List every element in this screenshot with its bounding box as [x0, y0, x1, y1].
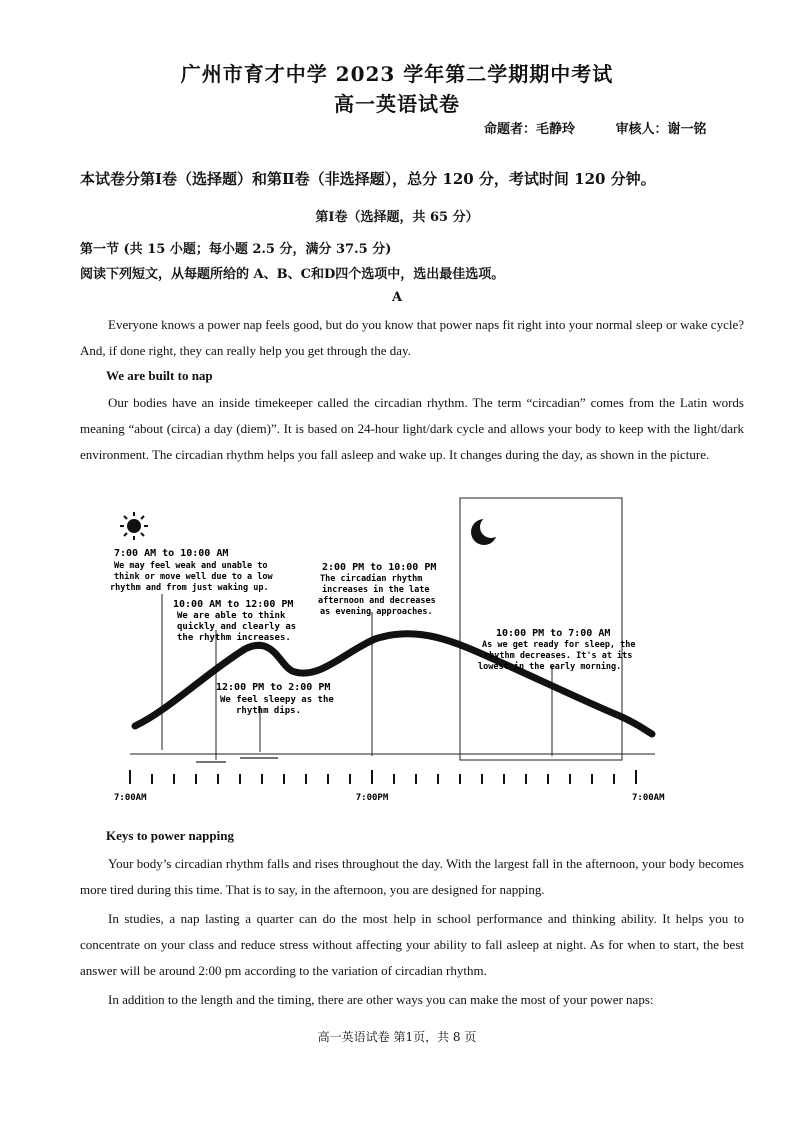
paragraph-4: In studies, a nap lasting a quarter can do the most help in school performance and thinking ability. It helps you to concentrate on your class and reduce stress without affecting your ability to fall asleep at night. As for when to start, the best answer will be around 2:00 pm according to the variation of circadian rhythm. [80, 911, 744, 978]
svg-text:quickly and clearly as: quickly and clearly as [177, 622, 297, 632]
axis-label-start: 7:00AM [114, 793, 147, 803]
svg-text:7:00 AM to 10:00 AM: 7:00 AM to 10:00 AM [114, 548, 229, 559]
svg-text:2:00 PM to 10:00 PM: 2:00 PM to 10:00 PM [322, 562, 437, 573]
time-axis-ticks [130, 770, 636, 784]
reviewer: 审核人：谢一铭 [615, 122, 707, 137]
svg-text:The circadian rhythm: The circadian rhythm [320, 574, 423, 584]
exam-subtitle: 高一英语试卷 [334, 92, 460, 116]
heading-keys-to-napping: Keys to power napping [106, 828, 234, 843]
svg-text:rhythm and from just waking up: rhythm and from just waking up. [110, 583, 269, 593]
setter: 命题者：毛静玲 [484, 122, 576, 137]
annotation-2pm-10pm [318, 562, 436, 617]
annotation-7am-10am [110, 548, 274, 593]
svg-text:We feel sleepy as the: We feel sleepy as the [220, 695, 334, 705]
svg-text:lowest in the early morning.: lowest in the early morning. [478, 662, 622, 672]
svg-text:10:00 AM to 12:00 PM: 10:00 AM to 12:00 PM [173, 599, 294, 610]
svg-text:as evening approaches.: as evening approaches. [320, 607, 433, 617]
paragraph-3: Your body’s circadian rhythm falls and rises throughout the day. With the largest fall in the afternoon, your body becomes more tired during this time. That is to say, in the afternoon, you are designed for napping. [80, 856, 744, 897]
svg-text:rhythm decreases. It's at its: rhythm decreases. It's at its [484, 651, 633, 661]
svg-text:afternoon and decreases: afternoon and decreases [318, 596, 436, 606]
exam-intro: 本试卷分第Ⅰ卷（选择题）和第Ⅱ卷（非选择题），总分 120 分，考试时间 120 分钟。 [80, 170, 656, 188]
svg-text:10:00 PM to 7:00 AM: 10:00 PM to 7:00 AM [496, 628, 611, 639]
svg-text:rhythm dips.: rhythm dips. [236, 706, 302, 716]
passage-letter: A [391, 290, 403, 305]
exam-title: 广州市育才中学 2023 学年第二学期期中考试 [180, 62, 614, 86]
moon-icon [471, 516, 502, 545]
annotation-10am-12pm [173, 599, 296, 643]
svg-text:increases in the late: increases in the late [322, 585, 430, 595]
axis-label-end: 7:00AM [632, 793, 665, 803]
page-footer: 高一英语试卷 第1页，共 8 页 [317, 1030, 477, 1044]
paragraph-2: Our bodies have an inside timekeeper called the circadian rhythm. The term “circadian” comes from the Latin words meaning “about (circa) a day (diem)”. It is based on 24-hour light/dark cycle and allows your body to keep with the light/dark environment. The circadian rhythm helps you fall asleep and wake up. It changes during the day, as shown in the picture. [80, 395, 744, 462]
sun-icon [120, 512, 148, 540]
annotation-12pm-2pm [216, 682, 334, 716]
svg-text:We are able to think: We are able to think [177, 611, 286, 621]
paragraph-5: In addition to the length and the timing, there are other ways you can make the most of your power naps: [108, 992, 654, 1007]
svg-text:think or move well due to a lo: think or move well due to a low [114, 572, 273, 582]
svg-text:We may feel weak and unable to: We may feel weak and unable to [114, 561, 268, 571]
circadian-diagram [100, 494, 680, 824]
part1-title: 第Ⅰ卷（选择题，共 65 分） [315, 210, 479, 225]
credits [484, 118, 743, 137]
svg-text:the rhythm increases.: the rhythm increases. [177, 633, 291, 643]
axis-label-mid: 7:00PM [355, 793, 389, 803]
svg-text:As we get ready for sleep, the: As we get ready for sleep, the [482, 640, 636, 650]
svg-text:12:00 PM to 2:00 PM: 12:00 PM to 2:00 PM [216, 682, 331, 693]
section1-heading: 第一节 (共 15 小题；每小题 2.5 分，满分 37.5 分) [80, 242, 392, 257]
heading-built-to-nap: We are built to nap [106, 368, 213, 383]
annotation-10pm-7am [478, 628, 636, 672]
instruction: 阅读下列短文，从每题所给的 A、B、C和D四个选项中，选出最佳选项。 [80, 267, 505, 282]
paragraph-1: Everyone knows a power nap feels good, but do you know that power naps fit right into your normal sleep or wake cycle? And, if done right, they can really help you get through the day. [80, 317, 744, 358]
